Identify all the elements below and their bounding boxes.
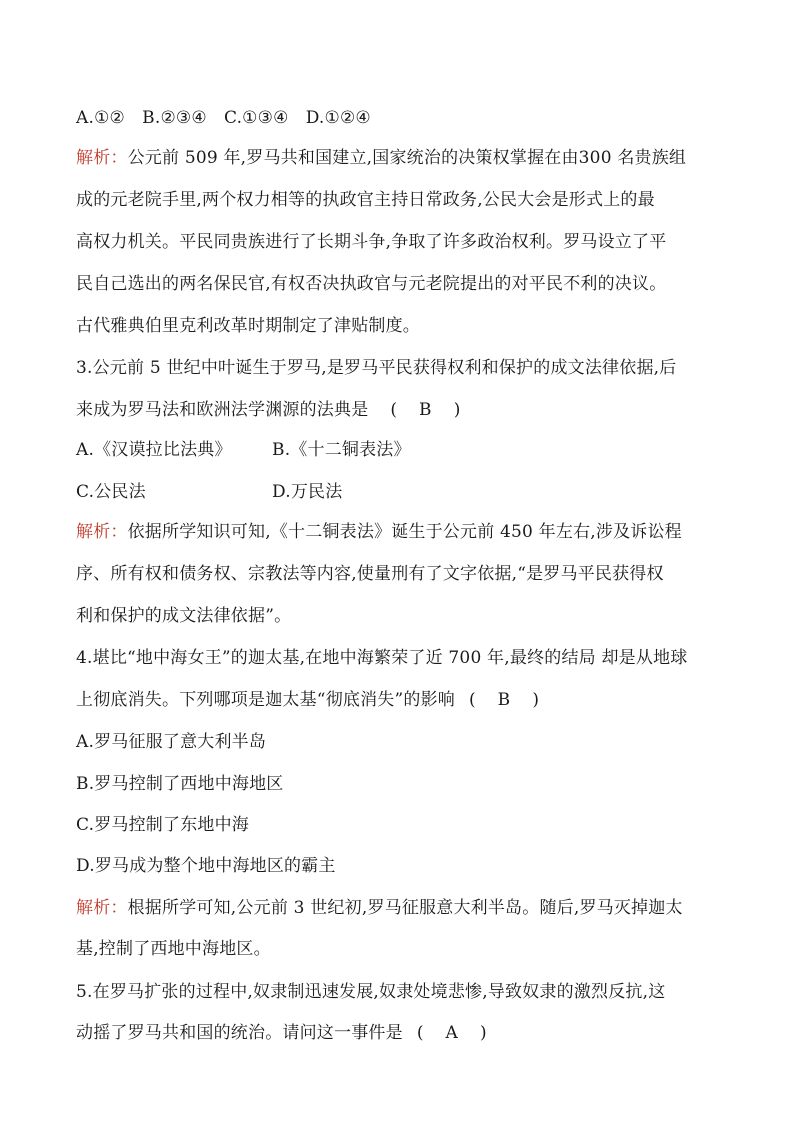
q4-stem-line-1: 4.堪比“地中海女王”的迦太基,在地中海繁荣了近 700 年,最终的结局 却是从地球 — [76, 648, 688, 668]
q3-answer: B — [419, 400, 432, 420]
q5-stem-line-2: 动摇了罗马共和国的统治。请问这一事件是 ( A ) — [76, 1023, 487, 1043]
q5-stem-line-1: 5.在罗马扩张的过程中,奴隶制迅速发展,奴隶处境悲惨,导致奴隶的激烈反抗,这 — [76, 982, 666, 1002]
analysis-3-line-3: 利和保护的成文法律依据”。 — [76, 606, 292, 626]
q3-option-c: C.公民法 — [76, 482, 146, 502]
q3-option-d: D.万民法 — [272, 482, 343, 502]
analysis-4-line-1: 解析：根据所学可知,公元前 3 世纪初,罗马征服意大利半岛。随后,罗马灭掉迦太 — [76, 898, 683, 918]
q4-stem-line-2: 上彻底消失。下列哪项是迦太基“彻底消失”的影响 ( B ) — [76, 690, 539, 710]
analysis-3-line-2: 序、所有权和债务权、宗教法等内容,使量刑有了文字依据,“是罗马平民获得权 — [76, 564, 664, 584]
q5-answer: A — [445, 1023, 458, 1043]
q2-options: A.①② B.②③④ C.①③④ D.①②④ — [76, 108, 371, 128]
q3-stem-line-1: 3.公元前 5 世纪中叶诞生于罗马,是罗马平民获得权利和保护的成文法律依据,后 — [76, 358, 677, 378]
analysis-2-line-1: 解析：公元前 509 年,罗马共和国建立,国家统治的决策权掌握在由300 名贵族组 — [76, 148, 687, 168]
analysis-2-line-3: 高权力机关。平民同贵族进行了长期斗争,争取了许多政治权利。罗马设立了平 — [76, 232, 667, 252]
analysis-label: 解析： — [76, 148, 128, 168]
q4-option-a: A.罗马征服了意大利半岛 — [76, 732, 267, 752]
q4-option-d: D.罗马成为整个地中海地区的霸主 — [76, 856, 336, 876]
q3-stem-line-2: 来成为罗马法和欧洲法学渊源的法典是 ( B ) — [76, 400, 461, 420]
q4-option-c: C.罗马控制了东地中海 — [76, 815, 250, 835]
analysis-3-line-1: 解析：依据所学知识可知,《十二铜表法》诞生于公元前 450 年左右,涉及诉讼程 — [76, 522, 682, 542]
analysis-4-line-2: 基,控制了西地中海地区。 — [76, 939, 271, 959]
analysis-2-line-2: 成的元老院手里,两个权力相等的执政官主持日常政务,公民大会是形式上的最 — [76, 190, 655, 210]
q3-option-b: B.《十二铜表法》 — [272, 440, 411, 460]
analysis-2-line-5: 古代雅典伯里克利改革时期制定了津贴制度。 — [76, 316, 420, 336]
q4-answer: B — [497, 690, 511, 710]
q4-option-b: B.罗马控制了西地中海地区 — [76, 774, 284, 794]
q3-option-a: A.《汉谟拉比法典》 — [76, 440, 232, 460]
analysis-2-line-4: 民自己选出的两名保民官,有权否决执政官与元老院提出的对平民不利的决议。 — [76, 274, 667, 294]
